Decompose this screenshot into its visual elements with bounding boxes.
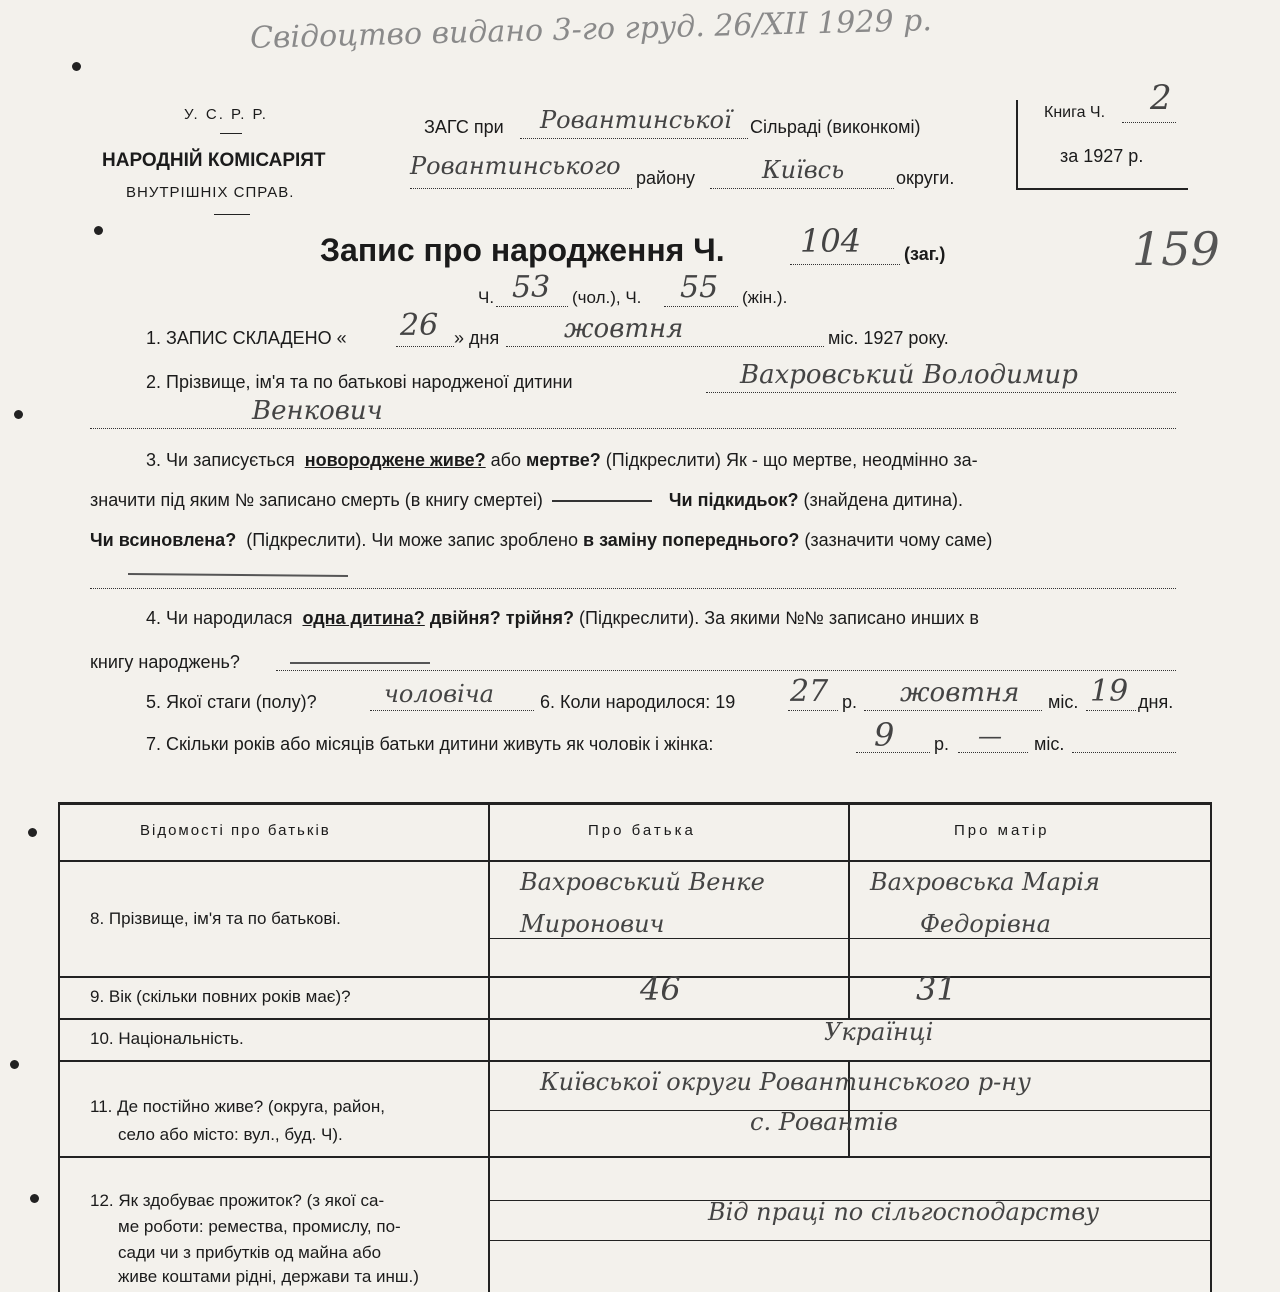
q7-tail-line [1072,752,1176,753]
row8-mother-line1: Вахровська Марія [870,868,1100,896]
zags-label: ЗАГС при [424,117,504,137]
male-number-line [496,306,568,307]
row12-label-1: 12. Як здобуває прожиток? (з якої са- [90,1191,385,1210]
district-handwritten: Ровантинського [410,152,621,180]
table-row-divider [58,860,1212,862]
selrada-label: Сільраді (виконкомі) [750,117,921,137]
row9-label: 9. Вік (скільки повних років має)? [90,987,351,1006]
q3-death-number: значити під яким № записано смерть (в книгу смертеі) [90,490,543,510]
q1-month-handwritten: жовтня [564,314,684,344]
q3-alive: новороджене живе? [304,450,486,470]
table-border-left [58,802,60,1292]
book-number-line [1122,122,1176,123]
q3-dead: мертве? [526,450,601,470]
q5-sex-line [370,710,534,711]
punch-hole [28,828,37,837]
q1-year: міс. 1927 року. [828,328,949,348]
row8-mother-line2: Федорівна [920,910,1051,938]
corner-archive-number: 159 [1132,222,1220,276]
q3-pen-stroke [128,573,348,577]
row8-label: 8. Прізвище, ім'я та по батькові. [90,909,341,928]
q4-twins: двійня? [429,608,501,628]
q7-years-suffix: р. [934,734,950,754]
q6-label: 6. Коли народилося: 19 [540,692,736,712]
q3-instruction: (Підкреслити) Як - що мертве, неодмінно за- [605,450,978,470]
row12-livelihood: Від праці по сільгосподарству [708,1198,1100,1226]
q7-months-suffix: міс. [1034,734,1065,754]
row11-residence-1: Київської округи Ровантинського р-ну [540,1068,1031,1096]
row9-father-age: 46 [640,970,681,1008]
q6-month-handwritten: жовтня [900,678,1020,708]
q6-year-handwritten: 27 [790,674,829,709]
punch-hole [94,226,103,235]
row11-label-1: 11. Де постійно живе? (округа, район, [90,1097,385,1116]
row10-label: 10. Національність. [90,1029,244,1048]
okruha-handwritten: Київсь [762,156,845,184]
q1-day-handwritten: 26 [400,308,439,343]
q1-day-suffix: » дня [454,328,500,348]
female-number-handwritten: 55 [680,270,719,305]
q2-name-handwritten: Вахровський Володимир [740,360,1078,390]
row8-father-line1: Вахровський Венке [520,868,765,896]
q6-year-line [788,710,838,711]
female-number-line [664,306,738,307]
q2-name-line [706,392,1176,393]
ch-label: Ч. [478,288,495,307]
header-dash [220,133,242,134]
q7-years-handwritten: 9 [874,716,895,754]
table-row-divider [58,1156,1212,1158]
male-number-handwritten: 53 [512,270,551,305]
q3-or: або [490,450,522,470]
q4-instruction: (Підкреслити). За якими №№ записано инших в [579,608,979,628]
q1-day-line [396,346,454,347]
book-label: Книга Ч. [1044,104,1106,121]
row10-nationality: Українці [824,1018,934,1046]
col-header-father: Про батька [588,822,696,839]
q3-replace: в заміну попереднього? [583,530,800,550]
q7-label: 7. Скільки років або місяців батьки дитини живуть як чоловік і жінка: [146,734,714,754]
q4-intro: 4. Чи народилася [146,608,293,628]
record-number-line [790,264,900,265]
female-label: (жін.). [742,288,788,307]
q2-line-2 [90,428,1176,429]
q3-line1 [146,450,978,471]
punch-hole [14,410,23,419]
top-handwritten-note: Свідоцтво видано 3-го груд. 26/XII 1929 р. [249,3,933,56]
book-year: за 1927 р. [1060,146,1144,166]
general-label: (заг.) [904,244,946,264]
table-inner-rule [490,938,1210,939]
q4-line1 [146,608,979,629]
q6-month-suffix: міс. [1048,692,1079,712]
male-label: (чол.), Ч. [572,288,642,307]
q3-foundling: Чи підкидьок? [668,490,799,510]
q3-replace-question: (Підкреслити). Чи може запис зроблено [246,530,578,550]
q4-answer-line [276,670,1176,671]
q7-months-handwritten: — [978,722,1002,750]
row12-label-2: ме роботи: ремества, промислу, по- [118,1217,401,1236]
q4-line2: книгу народжень? [90,652,240,672]
table-border-top [58,802,1212,805]
book-number-handwritten: 2 [1150,78,1172,118]
q6-day-line [1086,710,1136,711]
q7-months-line [958,752,1028,753]
row11-label-2: село або місто: вул., буд. Ч). [118,1125,343,1144]
q4-triplets: трійня? [505,608,575,628]
q1-month-line [506,346,824,347]
okruhy-label: округи. [896,168,955,188]
village-field-line [520,138,748,139]
col-header-mother: Про матір [954,822,1050,839]
table-row-divider [58,1060,1212,1062]
q3-line2 [90,490,963,511]
okruha-field-line [710,188,894,189]
district-field-line [410,188,632,189]
q3-line3 [90,530,992,551]
row8-father-line2: Миронович [520,910,665,938]
org-ussr: У. С. Р. Р. [184,106,268,123]
table-row-divider [58,976,1212,978]
q5-sex-handwritten: чоловіча [384,680,494,708]
q3-intro: 3. Чи записується [146,450,295,470]
q6-day-handwritten: 19 [1090,674,1129,709]
q2-label: 2. Прізвище, ім'я та по батькові народженої дитини [146,372,573,392]
table-row-divider [58,1018,1212,1020]
row9-mother-age: 31 [916,970,957,1008]
q4-single: одна дитина? [302,608,425,628]
table-col-divider [488,802,490,1292]
village-handwritten: Ровантинської [540,106,732,134]
q3-explain: (зазначити чому саме) [804,530,993,550]
q3-adopted: Чи всиновлена? [90,530,237,550]
table-inner-rule [490,1240,1210,1241]
q2-patronymic-handwritten: Венкович [252,396,383,426]
table-border-right [1210,802,1212,1292]
org-commissariat: НАРОДНІЙ КОМІСАРІЯТ [102,150,326,171]
header-dash [214,214,250,215]
raion-label: району [636,168,696,188]
q4-pen-stroke [290,662,430,664]
q6-day-suffix: дня. [1138,692,1174,712]
record-number-handwritten: 104 [800,222,862,260]
table-col-divider [848,802,850,1018]
q5-label: 5. Якої стаги (полу)? [146,692,317,712]
punch-hole [72,62,81,71]
row11-residence-2: с. Ровантів [750,1108,898,1136]
q6-year-suffix: р. [842,692,858,712]
q6-month-line [864,710,1042,711]
punch-hole [10,1060,19,1069]
row12-label-4: живе коштами рідні, держави та инш.) [118,1267,419,1286]
record-title: Запис про народження Ч. [320,232,725,268]
org-internal-affairs: ВНУТРІШНІХ СПРАВ. [126,184,295,201]
q3-answer-line [90,588,1176,589]
row12-label-3: сади чи з прибутків од майна або [118,1243,382,1262]
q1-label: 1. ЗАПИС СКЛАДЕНО « [146,328,347,348]
q3-found-child: (знайдена дитина). [803,490,964,510]
punch-hole [30,1194,39,1203]
col-header-info: Відомості про батьків [140,822,331,839]
